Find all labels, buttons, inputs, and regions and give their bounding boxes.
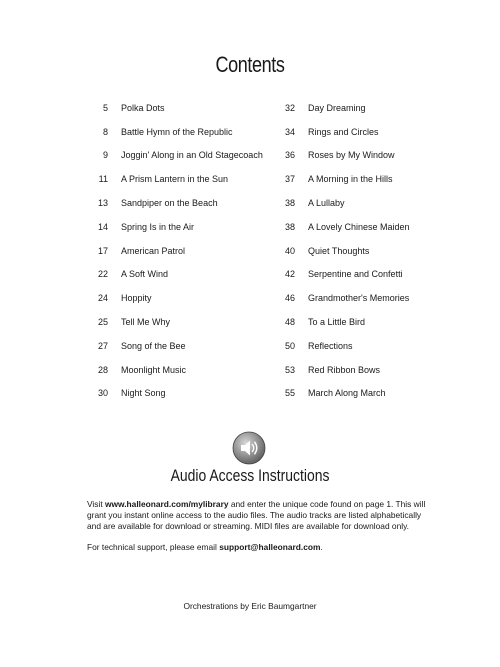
toc-song-title: Red Ribbon Bows xyxy=(308,364,381,375)
toc-page-number: 28 xyxy=(97,364,108,375)
toc-entry xyxy=(90,310,263,334)
text-segment: . xyxy=(320,542,323,552)
toc-entry xyxy=(277,310,410,334)
toc-entry xyxy=(90,215,263,239)
toc-entry xyxy=(90,382,263,406)
toc-song-title: Hoppity xyxy=(121,293,152,304)
toc-page-number: 32 xyxy=(284,102,295,113)
toc-song-title: A Lullaby xyxy=(308,198,345,209)
toc-entry xyxy=(90,334,263,358)
toc-song-title: Day Dreaming xyxy=(308,102,366,113)
text-segment: and enter the unique code found on page 1. This will grant you instant online access to the audio files. The audio tracks are listed alphabetically and are available for download or streaming. MIDI files are available for download only. xyxy=(87,499,426,531)
toc-page-number: 42 xyxy=(284,269,295,280)
toc-song-title: To a Little Bird xyxy=(308,317,366,328)
toc-song-title: Tell Me Why xyxy=(121,317,171,328)
toc-entry xyxy=(277,263,410,287)
toc-left-column xyxy=(90,96,263,405)
toc-song-title: Night Song xyxy=(121,388,166,399)
toc-page-number: 38 xyxy=(284,198,295,209)
toc-song-title: Joggin' Along in an Old Stagecoach xyxy=(121,150,263,161)
toc-song-title: Rings and Circles xyxy=(308,126,379,137)
toc-entry xyxy=(90,286,263,310)
toc-page-number: 38 xyxy=(284,221,295,232)
orchestration-credit: Orchestrations by Eric Baumgartner xyxy=(183,601,317,611)
text-segment: Visit xyxy=(87,499,105,509)
toc-entry xyxy=(277,382,410,406)
toc-song-title: Polka Dots xyxy=(121,102,165,113)
toc-song-title: March Along March xyxy=(308,388,386,399)
toc-page-number: 25 xyxy=(97,317,108,328)
toc-entry xyxy=(90,358,263,382)
toc-entry xyxy=(90,263,263,287)
toc-right-column xyxy=(277,96,410,405)
toc-entry xyxy=(277,167,410,191)
toc-page-number: 8 xyxy=(102,126,108,137)
toc-page-number: 36 xyxy=(284,150,295,161)
speaker-icon xyxy=(232,431,266,465)
toc-entry xyxy=(277,358,410,382)
toc-entry xyxy=(277,120,410,144)
toc-page-number: 55 xyxy=(284,388,295,399)
toc-song-title: Song of the Bee xyxy=(121,340,186,351)
toc-song-title: Reflections xyxy=(308,340,353,351)
toc-entry xyxy=(90,96,263,120)
toc-song-title: Quiet Thoughts xyxy=(308,245,370,256)
toc-song-title: A Soft Wind xyxy=(121,269,169,280)
toc-song-title: A Prism Lantern in the Sun xyxy=(121,174,229,185)
toc-song-title: Spring Is in the Air xyxy=(121,221,195,232)
toc-entry xyxy=(277,286,410,310)
toc-song-title: Roses by My Window xyxy=(308,150,395,161)
toc-page-number: 48 xyxy=(284,317,295,328)
library-url: www.halleonard.com/mylibrary xyxy=(105,499,229,509)
toc-page-number: 37 xyxy=(284,174,295,185)
toc-page-number: 5 xyxy=(102,102,108,113)
toc-page-number: 13 xyxy=(97,198,108,209)
toc-song-title: Grandmother's Memories xyxy=(308,293,410,304)
toc-page-number: 53 xyxy=(284,364,295,375)
toc-entry xyxy=(277,215,410,239)
toc-page-number: 9 xyxy=(102,150,108,161)
page-title: Contents xyxy=(215,52,285,77)
toc-song-title: Moonlight Music xyxy=(121,364,187,375)
toc-page-number: 17 xyxy=(97,245,108,256)
toc-song-title: American Patrol xyxy=(121,245,186,256)
toc-entry xyxy=(90,144,263,168)
toc-page-number: 46 xyxy=(284,293,295,304)
toc-page-number: 50 xyxy=(284,340,295,351)
toc-song-title: Battle Hymn of the Republic xyxy=(121,126,233,137)
toc-entry xyxy=(90,120,263,144)
toc-song-title: Sandpiper on the Beach xyxy=(121,198,218,209)
toc-page-number: 34 xyxy=(284,126,295,137)
toc-page-number: 30 xyxy=(97,388,108,399)
text-segment: For technical support, please email xyxy=(87,542,220,552)
toc-entry xyxy=(277,144,410,168)
toc-song-title: A Morning in the Hills xyxy=(308,174,393,185)
audio-instructions-paragraph xyxy=(87,499,427,532)
toc-entry xyxy=(277,96,410,120)
toc-entry xyxy=(90,191,263,215)
toc-entry xyxy=(277,334,410,358)
toc-page-number: 40 xyxy=(284,245,295,256)
toc-song-title: A Lovely Chinese Maiden xyxy=(308,221,410,232)
support-paragraph xyxy=(87,542,427,553)
toc-entry xyxy=(90,239,263,263)
toc-page-number: 11 xyxy=(98,174,108,185)
toc-page-number: 27 xyxy=(97,340,108,351)
toc-entry xyxy=(90,167,263,191)
support-email: support@halleonard.com xyxy=(219,542,321,552)
toc-page-number: 14 xyxy=(97,221,108,232)
toc-page-number: 22 xyxy=(97,269,108,280)
toc-song-title: Serpentine and Confetti xyxy=(308,269,403,280)
audio-heading: Audio Access Instructions xyxy=(170,466,330,485)
toc-page-number: 24 xyxy=(97,293,108,304)
toc-entry xyxy=(277,191,410,215)
toc-entry xyxy=(277,239,410,263)
